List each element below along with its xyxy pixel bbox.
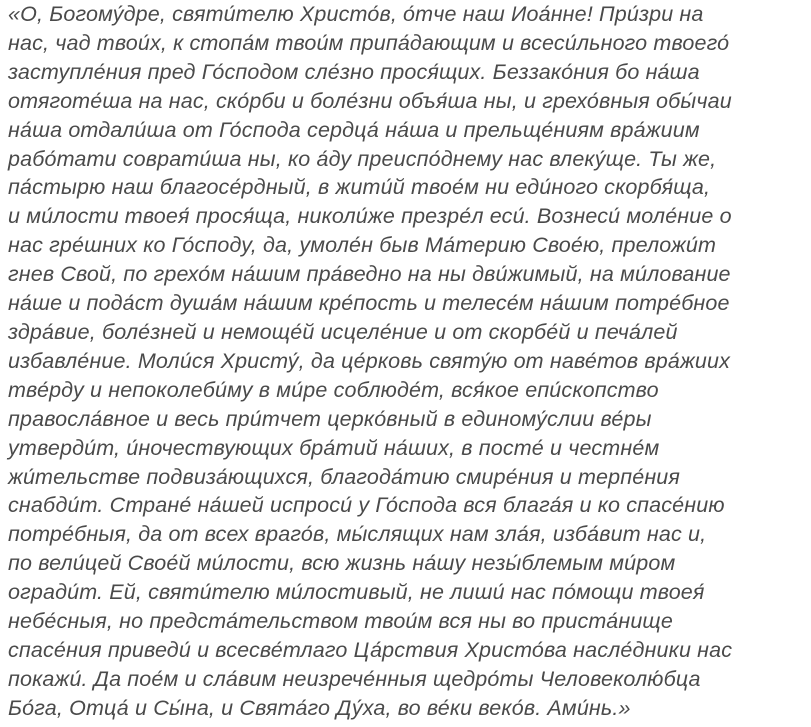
prayer-line: покажи́. Да пое́м и сла́вим неизрече́нныя щедро́ты Человеколю́бца <box>8 666 701 691</box>
prayer-line: снабди́т. Стране́ на́шей испроси́ у Го́спода вся блага́я и ко спасе́нию <box>8 493 725 518</box>
prayer-line: потре́бныя, да от всех враго́в, мы́слящих нам зла́я, изба́вит нас и, <box>8 522 707 547</box>
prayer-line: огради́т. Ей, святи́телю ми́лостивый, не лиши́ нас по́мощи твоея́ <box>8 580 705 605</box>
prayer-line: тве́рду и непоколеби́му в ми́ре соблюде́т, вся́кое епи́скопство <box>8 377 659 402</box>
prayer-line: и ми́лости твоея́ прося́ща, николи́же презре́л еси́. Вознеси́ моле́ние о <box>8 204 732 229</box>
prayer-line: отяготе́ша на нас, ско́рби и боле́зни объя́ша ны, и грехо́вныя обы́чаи <box>8 88 732 113</box>
prayer-line: нас, чад твои́х, к стопа́м твои́м припа́дающим и всеси́льного твоего́ <box>8 30 730 55</box>
prayer-line: спасе́ния приведи́ и всесве́тлаго Ца́рствия Христо́ва насле́дники нас <box>8 637 733 662</box>
prayer-line: рабо́тати соврати́ша ны, ко а́ду преиспо́днему нас влеку́ще. Ты же, <box>8 146 717 171</box>
prayer-line: избавле́ние. Моли́ся Христу́, да це́рковь святу́ю от наве́тов вра́жиих <box>8 348 731 373</box>
prayer-line: утверди́т, и́ночествующих бра́тий на́ших, в посте́ и честне́м <box>8 435 660 460</box>
prayer-line: по вели́цей Свое́й ми́лости, всю жизнь на́шу незы́блемым ми́ром <box>8 551 676 576</box>
prayer-line: «О, Богому́дре, святи́телю Христо́в, о́тче наш Иоа́нне! При́зри на <box>8 2 704 26</box>
prayer-line: Бо́га, Отца́ и Сы́на, и Свята́го Ду́ха, во ве́ки веко́в. Ами́нь.» <box>8 695 631 720</box>
prayer-line: небе́сныя, но предста́тельством твои́м вся ны во приста́нище <box>8 609 673 634</box>
prayer-line: нас гре́шних ко Го́споду, да, умоле́н быв Ма́терию Свое́ю, преложи́т <box>8 233 717 258</box>
prayer-text <box>8 0 808 723</box>
prayer-line: на́ша отдали́ша от Го́спода сердца́ на́ша и прельще́ниям вра́жиим <box>8 117 700 142</box>
prayer-line: на́ше и пода́ст душа́м на́шим кре́пость и телесе́м на́шим потре́бное <box>8 291 730 316</box>
prayer-line: заступле́ния пред Го́сподом сле́зно прося́щих. Беззако́ния бо на́ша <box>8 59 700 84</box>
prayer-line: гнев Свой, по грехо́м на́шим пра́ведно на ны дви́жимый, на ми́лование <box>8 262 731 287</box>
prayer-line: жи́тельстве подвиза́ющихся, благода́тию смире́ния и терпе́ния <box>8 464 681 489</box>
prayer-line: правосла́вное и весь при́тчет церко́вный в единому́слии ве́ры <box>8 406 652 431</box>
prayer-line: па́стырю наш благосе́рдный, в жити́й твое́м ни еди́ного скорбя́ща, <box>8 175 711 200</box>
prayer-line: здра́вие, боле́зней и немоще́й исцеле́ние и от скорбе́й и печа́лей <box>8 319 678 344</box>
